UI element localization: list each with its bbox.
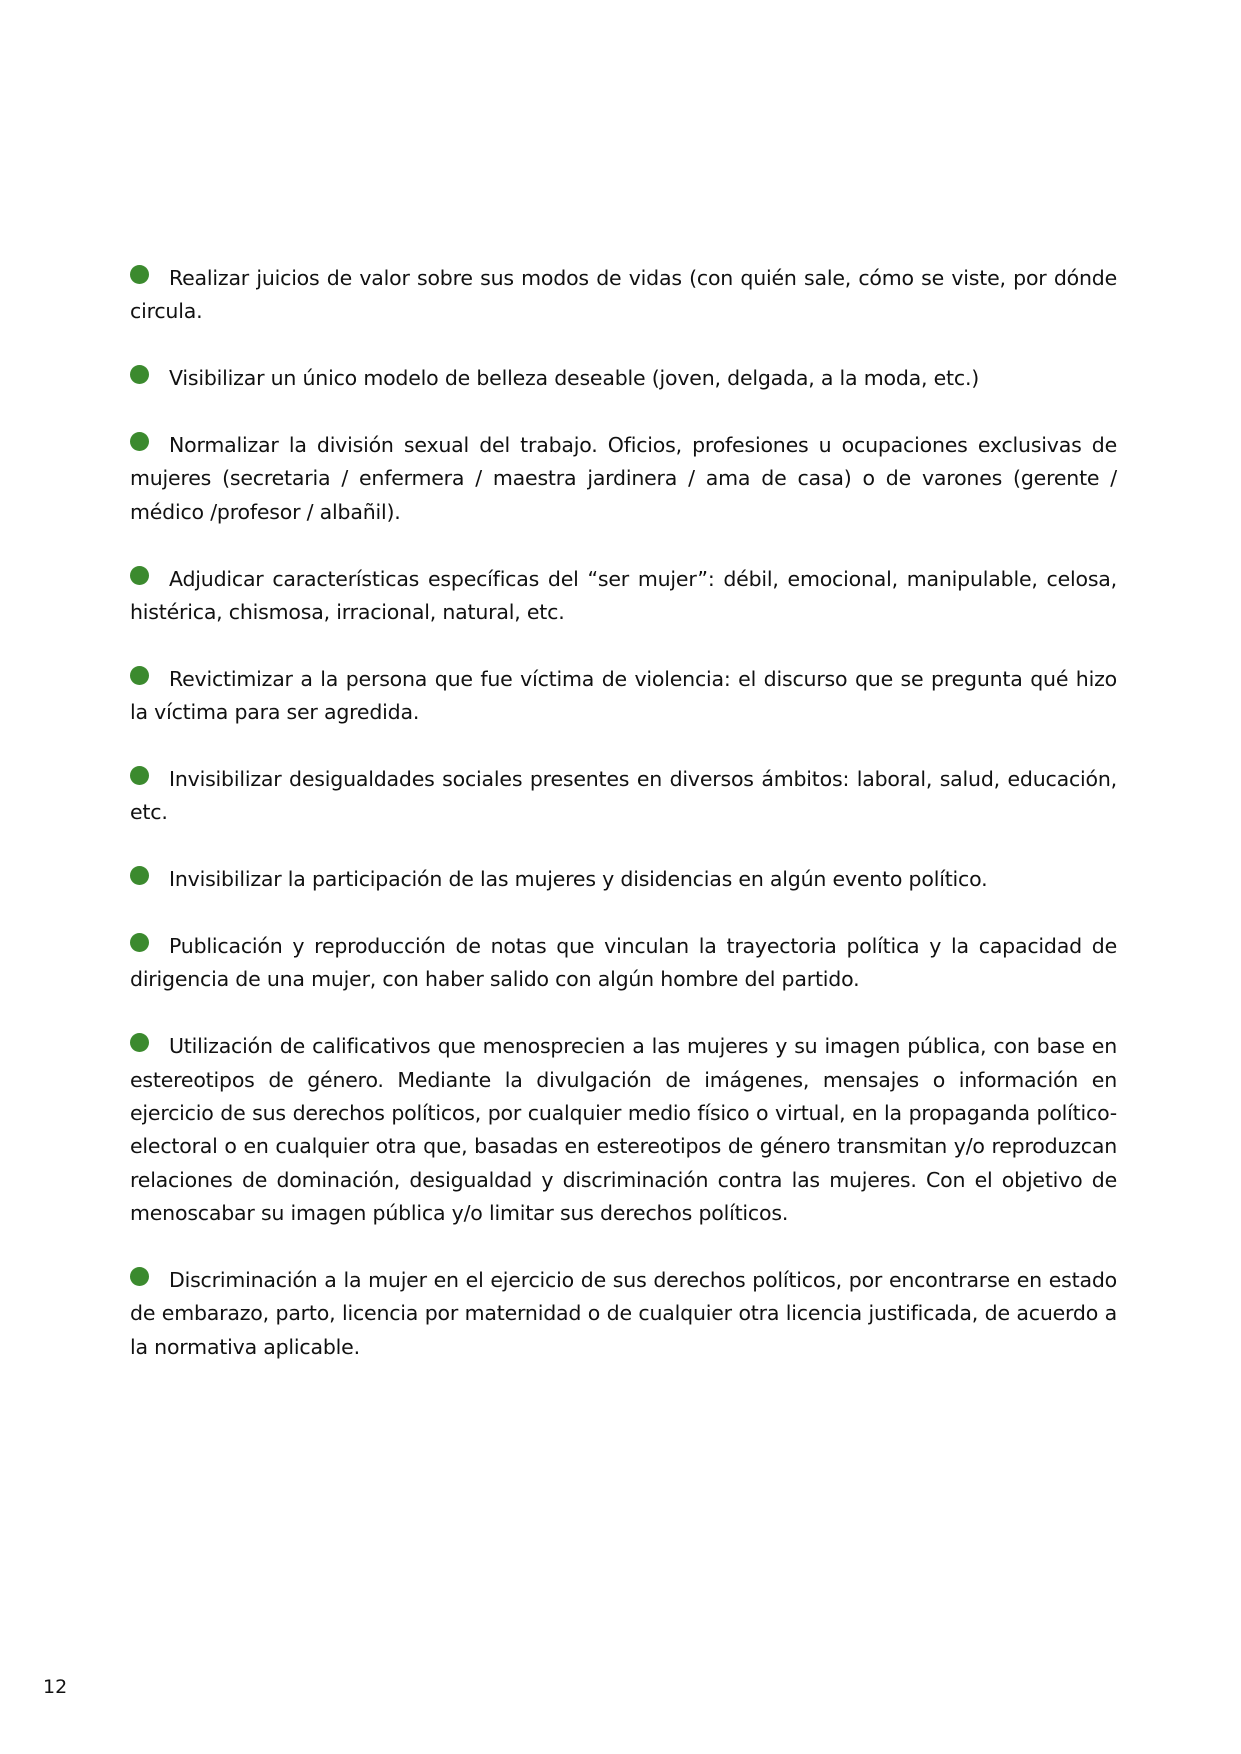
list-item-text: Visibilizar un único modelo de belleza deseable (joven, delgada, a la moda, etc.) <box>169 366 980 391</box>
bullet-icon <box>130 365 149 384</box>
bullet-list <box>130 262 1117 1398</box>
bullet-icon <box>130 766 149 785</box>
list-item-text: Realizar juicios de valor sobre sus modos de vidas (con quién sale, cómo se viste, por dónde circula. <box>130 266 1117 324</box>
list-item <box>130 362 1117 395</box>
list-item <box>130 1030 1117 1230</box>
list-item <box>130 262 1117 329</box>
bullet-icon <box>130 432 149 451</box>
bullet-icon <box>130 566 149 585</box>
list-item-text: Normalizar la división sexual del trabajo. Oficios, profesiones u ocupaciones exclusivas de mujeres (secretaria / enfermera / maestra jardinera / ama de casa) o de varones (gerente / médico /profesor / albañil). <box>130 433 1117 524</box>
list-item <box>130 863 1117 896</box>
bullet-icon <box>130 866 149 885</box>
list-item <box>130 663 1117 730</box>
list-item-text: Invisibilizar la participación de las mujeres y disidencias en algún evento político. <box>169 867 988 892</box>
bullet-icon <box>130 265 149 284</box>
bullet-icon <box>130 1033 149 1052</box>
list-item-text: Adjudicar características específicas del “ser mujer”: débil, emocional, manipulable, celosa, histérica, chismosa, irracional, natural, etc. <box>130 566 1117 625</box>
list-item <box>130 563 1117 630</box>
bullet-icon <box>130 1267 149 1286</box>
list-item-text: Discriminación a la mujer en el ejercicio de sus derechos políticos, por encontrarse en estado de embarazo, parto, licencia por maternidad o de cualquier otra licencia justificada, de acuerdo a la normativa aplicable. <box>130 1268 1117 1359</box>
list-item-text: Publicación y reproducción de notas que vinculan la trayectoria política y la capacidad de dirigencia de una mujer, con haber salido con algún hombre del partido. <box>130 934 1117 992</box>
list-item-text: Utilización de calificativos que menosprecien a las mujeres y su imagen pública, con base en estereotipos de género. Mediante la divulgación de imágenes, mensajes o información en ejercicio de sus derechos políticos, por cualquier medio físico o virtual, en la propaganda político-electoral o en cualquier otra que, basadas en estereotipos de género transmitan y/o reproduzcan relaciones de dominación, desigualdad y discriminación contra las mujeres. Con el objetivo de menoscabar su imagen pública y/o limitar sus derechos políticos. <box>130 1034 1117 1226</box>
list-item <box>130 763 1117 830</box>
bullet-icon <box>130 933 149 952</box>
list-item <box>130 429 1117 529</box>
bullet-icon <box>130 666 149 685</box>
list-item-text: Revictimizar a la persona que fue víctima de violencia: el discurso que se pregunta qué hizo la víctima para ser agredida. <box>130 666 1117 725</box>
page-number: 12 <box>43 1676 68 1698</box>
list-item <box>130 930 1117 997</box>
list-item <box>130 1264 1117 1364</box>
list-item-text: Invisibilizar desigualdades sociales presentes en diversos ámbitos: laboral, salud, educación, etc. <box>130 767 1117 825</box>
